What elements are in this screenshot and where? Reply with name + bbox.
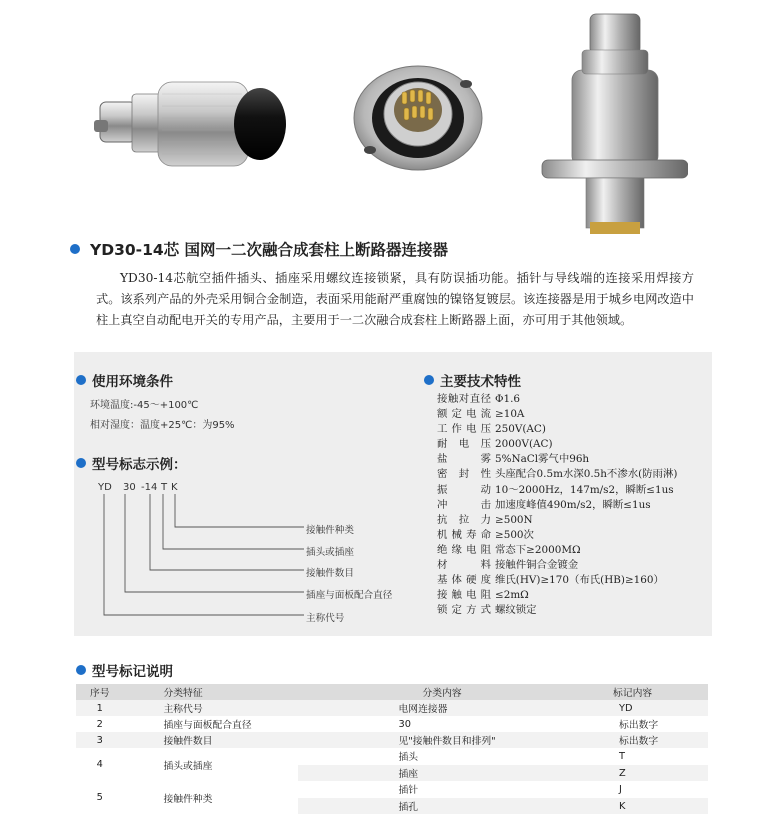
model-table-bullet-icon bbox=[76, 665, 86, 675]
spec-label: 接触电阻 bbox=[437, 589, 491, 602]
spec-label: 锁定方式 bbox=[437, 604, 491, 617]
row-no: 3 bbox=[96, 734, 103, 746]
connector-photo-upright bbox=[538, 10, 688, 238]
row-mark: YD bbox=[619, 702, 633, 714]
row-mark: 标出数字 bbox=[619, 720, 659, 731]
row-mark: Z bbox=[595, 765, 708, 782]
table-row bbox=[76, 716, 708, 732]
legend-contact-count: 接触件数目 bbox=[306, 568, 354, 579]
spec-label: 盐 雾 bbox=[437, 453, 491, 466]
row-feature: 插头或插座 bbox=[163, 760, 213, 772]
row-content: 插针 bbox=[398, 785, 419, 796]
spec-label: 抗拉力 bbox=[437, 513, 491, 526]
model-table-heading-text: 型号标记说明 bbox=[92, 664, 173, 680]
spec-row bbox=[437, 483, 677, 498]
spec-row bbox=[437, 467, 677, 482]
row-feature: 接触件数目 bbox=[163, 736, 213, 747]
spec-row bbox=[437, 573, 677, 588]
row-content: 插头 bbox=[398, 752, 419, 763]
spec-row bbox=[437, 392, 677, 407]
spec-label: 材料 bbox=[437, 559, 491, 572]
model-example-heading bbox=[76, 453, 187, 473]
spec-value: ≥500N bbox=[495, 513, 533, 526]
spec-label: 耐 电 压 bbox=[437, 438, 491, 451]
code-part-diameter: 30 bbox=[123, 482, 136, 493]
product-title-text: YD30-14芯 国网一二次融合成套柱上断路器连接器 bbox=[90, 241, 449, 259]
legend-main-code: 主称代号 bbox=[306, 613, 345, 624]
code-part-main: YD bbox=[98, 482, 112, 493]
legend-panel-diameter: 插座与面板配合直径 bbox=[306, 590, 393, 601]
row-mark: K bbox=[595, 798, 708, 815]
table-row bbox=[76, 700, 708, 716]
spec-value: 头座配合0.5m水深0.5h不渗水(防雨淋) bbox=[495, 468, 678, 481]
spec-label: 绝缘电阻 bbox=[437, 543, 491, 556]
spec-value: 加速度峰值490m/s2，瞬断≤1us bbox=[495, 498, 651, 511]
spec-row bbox=[437, 603, 677, 618]
spec-row bbox=[437, 452, 677, 467]
row-mark: J bbox=[619, 783, 622, 795]
specs-list bbox=[437, 392, 677, 618]
spec-value: Φ1.6 bbox=[495, 393, 521, 405]
spec-value: 5%NaCl雾气中96h bbox=[495, 453, 590, 466]
spec-row bbox=[437, 558, 677, 573]
legend-contact-type: 接触件种类 bbox=[306, 525, 354, 536]
table-row bbox=[76, 748, 708, 765]
connector-photo-front bbox=[350, 62, 486, 174]
header-feature: 分类特征 bbox=[163, 688, 203, 699]
specs-heading bbox=[424, 370, 521, 390]
row-feature: 主称代号 bbox=[163, 704, 203, 715]
row-no: 5 bbox=[96, 792, 103, 803]
specs-bullet-icon bbox=[424, 375, 434, 385]
table-row bbox=[76, 732, 708, 748]
row-content: 插座 bbox=[298, 765, 595, 782]
model-table bbox=[76, 684, 708, 814]
row-no: 2 bbox=[96, 718, 103, 730]
spec-row bbox=[437, 407, 677, 422]
spec-value: 10～2000Hz，147m/s2，瞬断≤1us bbox=[495, 483, 674, 496]
row-content: 插孔 bbox=[298, 798, 595, 815]
spec-row bbox=[437, 422, 677, 437]
row-content: 30 bbox=[398, 718, 411, 730]
spec-value: ≤2mΩ bbox=[495, 589, 529, 602]
environment-heading-text: 使用环境条件 bbox=[92, 374, 173, 390]
code-part-plug: T bbox=[161, 482, 168, 493]
header-no: 序号 bbox=[89, 688, 110, 699]
environment-temperature: 环境温度:-45～+100℃ bbox=[90, 400, 199, 411]
title-bullet-icon bbox=[70, 244, 80, 254]
spec-label: 机械寿命 bbox=[437, 528, 491, 541]
spec-value: 维氏(HV)≥170（布氏(HB)≥160） bbox=[495, 574, 664, 587]
connector-photo-side bbox=[92, 70, 292, 180]
spec-value: 2000V(AC) bbox=[495, 438, 553, 451]
specs-heading-text: 主要技术特性 bbox=[440, 374, 521, 390]
spec-row bbox=[437, 543, 677, 558]
row-no: 1 bbox=[96, 702, 103, 714]
model-code-leader-lines bbox=[96, 494, 316, 620]
header-content: 分类内容 bbox=[422, 688, 462, 699]
row-no: 4 bbox=[96, 759, 103, 770]
table-row bbox=[76, 781, 708, 798]
header-mark: 标记内容 bbox=[613, 688, 653, 699]
spec-row bbox=[437, 513, 677, 528]
legend-plug-socket: 插头或插座 bbox=[306, 547, 354, 558]
environment-bullet-icon bbox=[76, 375, 86, 385]
spec-row bbox=[437, 498, 677, 513]
spec-value: 常态下≥2000MΩ bbox=[495, 543, 581, 556]
row-content: 见"接触件数目和排列" bbox=[398, 736, 496, 747]
spec-label: 振 动 bbox=[437, 483, 491, 496]
row-feature: 插座与面板配合直径 bbox=[163, 720, 252, 731]
spec-value: 接触件铜合金镀金 bbox=[495, 559, 579, 572]
product-intro: YD30-14芯航空插件插头、插座采用螺纹连接锁紧，具有防误插功能。插针与导线端的连接采用焊接方式。该系列产品的外壳采用铜合金制造，表面采用能耐严重腐蚀的镍铬复镀层。该连接器是用于城乡电网改造中柱上真空自动配电开关的专用产品，主要用于一二次融合成套柱上断路器上面，亦可用于其他领域。 bbox=[96, 271, 694, 327]
spec-label: 额定电流 bbox=[437, 408, 491, 421]
spec-row bbox=[437, 528, 677, 543]
row-content: 电网连接器 bbox=[398, 704, 448, 715]
spec-label: 工作电压 bbox=[437, 423, 491, 436]
row-feature: 接触件种类 bbox=[163, 793, 213, 805]
code-part-count: -14 bbox=[141, 482, 158, 493]
environment-humidity: 相对湿度：温度+25℃：为95% bbox=[90, 420, 235, 431]
spec-label: 密 封 性 bbox=[437, 468, 491, 481]
code-part-contact: K bbox=[171, 482, 178, 493]
row-mark: 标出数字 bbox=[619, 736, 659, 747]
model-table-heading bbox=[76, 660, 173, 680]
spec-value: ≥10A bbox=[495, 408, 525, 421]
spec-value: 螺纹锁定 bbox=[495, 604, 537, 617]
spec-label: 接触对直径 bbox=[437, 393, 491, 405]
model-table-header-row bbox=[76, 684, 708, 700]
spec-label: 冲 击 bbox=[437, 498, 491, 511]
spec-row bbox=[437, 588, 677, 603]
environment-heading bbox=[76, 370, 173, 390]
spec-value: ≥500次 bbox=[495, 528, 534, 541]
spec-row bbox=[437, 437, 677, 452]
product-title bbox=[70, 238, 448, 260]
spec-label: 基体硬度 bbox=[437, 574, 491, 587]
model-example-bullet-icon bbox=[76, 458, 86, 468]
row-mark: T bbox=[619, 750, 626, 762]
model-example-heading-text: 型号标志示例： bbox=[92, 457, 187, 473]
spec-value: 250V(AC) bbox=[495, 423, 546, 436]
